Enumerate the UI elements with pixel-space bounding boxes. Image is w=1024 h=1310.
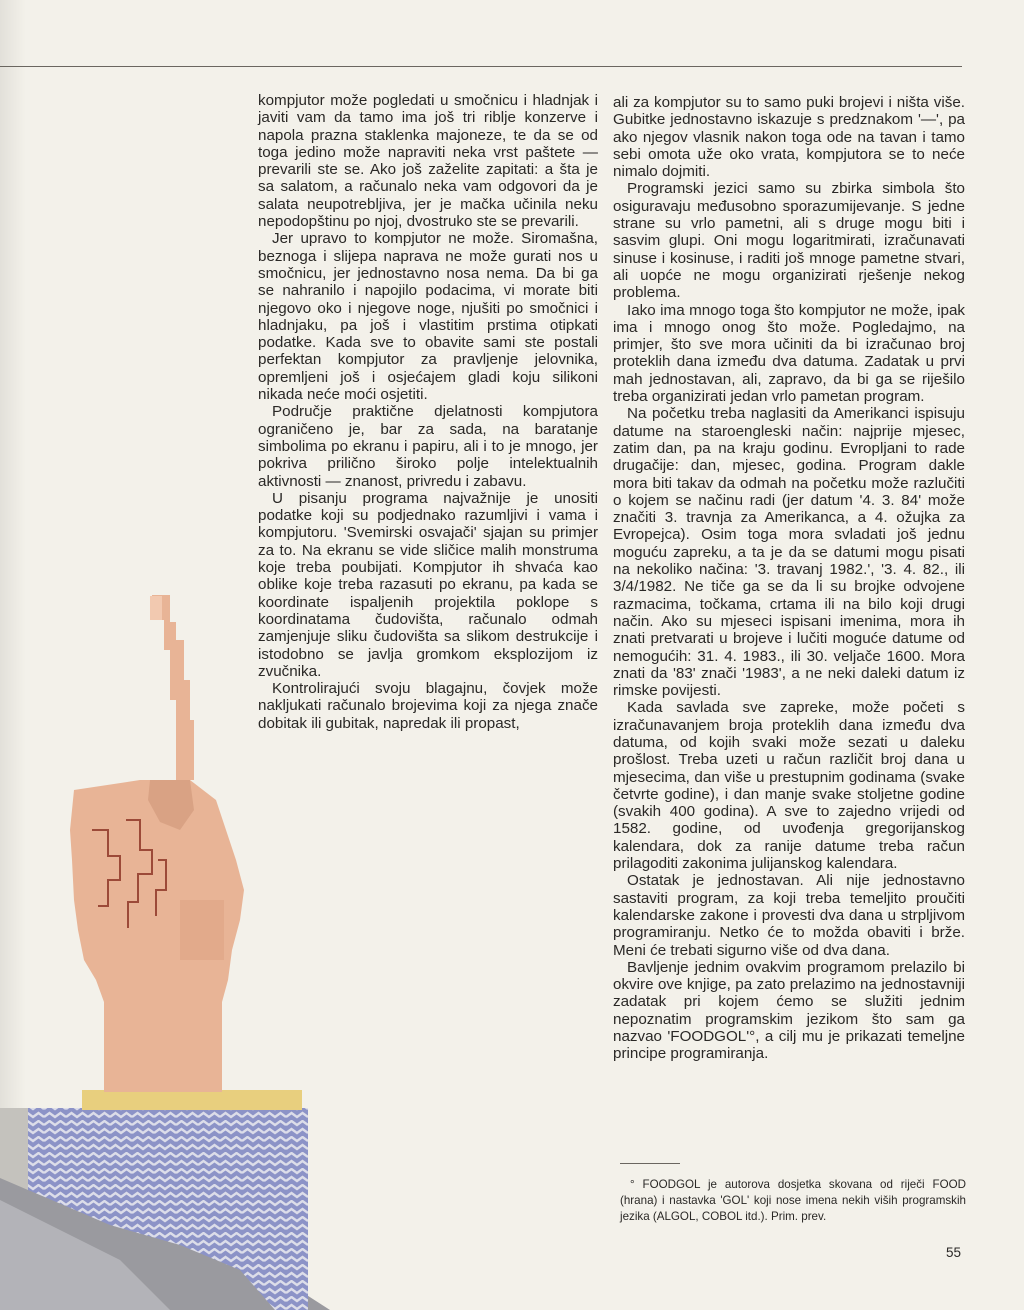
paragraph: U pisanju programa najvažnije je unositi podatke koji su podjednako razumljivi i vama i kompjutoru. 'Svemirski osvajači' sjajan su primjer za to. Na ekranu se vide sličice malih monstruma koje treba poubijati. Kompjutor ih shvaća kao oblike koje treba razasuti po ekranu, pa kada se koordinate ispaljenih projektila poklope s koordinatama čudovišta, računalo odmah zamjenjuje sliku čudovišta sa slikom destrukcije i istodobno se javlja gromkom eksplozijom iz zvučnika. — [258, 489, 598, 680]
paragraph: Ostatak je jednostavan. Ali nije jednostavno sastaviti program, za koji treba temeljito proučiti kalendarske zakone i provesti dva dana u strpljivom programiranju. Netko će to možda obaviti i brže. Meni će trebati sigurno više od dva dana. — [613, 872, 965, 959]
footnote-rule — [620, 1163, 680, 1164]
paragraph: kompjutor može pogledati u smočnicu i hladnjak i javiti vam da tamo ima još tri riblje konzerve i napola prazna staklenka majoneze, te da se od toga jedino može napraviti neka vrst paštete — prevarili ste se. Ako još zaželite zapitati: a šta je sa salatom, a računalo neka vam odgovori da je salata neupotrebljiva, jer je mačka učinila neku nepodopštinu po njoj, dvostruko ste se prevarili. — [258, 92, 598, 231]
page-number: 55 — [946, 1245, 962, 1260]
pixel-hand-pointing-up-icon — [0, 580, 340, 1310]
paragraph: Kada savlada sve zapreke, može početi s izračunavanjem broja proteklih dana između dva datuma, od kojih svaki može sezati u daleku prošlost. Treba uzeti u račun različit broj dana u mjesecima, dan više u prestupnim godinama (svake četvrte godine), i dan manje svake stoljetne godine (svakih 400 godina). A sve to zajedno vrijedi od 1582. godine, od uvođenja gregorijanskog kalendara, dok za ranije datume treba račun prilagoditi zakonima julijanskog kalendara. — [613, 699, 965, 873]
paragraph: Područje praktične djelatnosti kompjutora ograničeno je, bar za sada, na baratanje simbolima po ekranu i papiru, ali i to je mnogo, jer pokriva prilično široko polje intelektualnih aktivnosti — znanost, privredu i zabavu. — [258, 403, 598, 490]
header-rule — [0, 66, 962, 67]
paragraph: Na početku treba naglasiti da Amerikanci ispisuju datume na staroengleski način: najprije mjesec, zatim dan, pa na kraju godinu. Evropljani to rade drugačije: dan, mjesec, godina. Program dakle mora biti takav da odmah na početku može razlučiti o kojem se načinu radi (jer datum '4. 3. 84' može značiti 3. travnja za Amerikanca, a 4. ožujka za Evropejca). Osim toga mora svladati još jednu moguću zapreku, a ta je da se datumi mogu pisati na nekoliko načina: '3. travanj 1982.', '3. 4. 82., ili 3/4/1982. Ne tiče ga se da li su brojke odvojene razmacima, točkama, crtama ili na bilo koji drugi način. Ako su mjeseci ispisani imenima, mora ih znati pretvarati u brojeve i lučiti moguće datume od nemogućih: 31. 4. 1983., ili 30. veljače 1600. Mora znati da '83' znači '1983', a ne neki daleki datum iz rimske povijesti. — [613, 405, 965, 700]
paragraph: Iako ima mnogo toga što kompjutor ne može, ipak ima i mnogo onog što može. Pogledajmo, na primjer, što sve mora učiniti da bi izračunao broj proteklih dana između dva datuma. Zadatak u prvi mah jednostavan, ali, zapravo, da bi ga se riješilo treba organizirati jedan vrlo pametan program. — [613, 301, 965, 406]
paragraph: Programski jezici samo su zbirka simbola što osiguravaju međusobno sporazumijevanje. S jedne strane su vrlo pametni, ali s druge mogu biti i sasvim glupi. Oni mogu logaritmirati, izračunavati sinuse i kosinuse, i raditi još mnoge pametne stvari, ali uopće ne mogu organizirati rješenje nekog problema. — [613, 180, 965, 302]
right-text-column — [613, 94, 965, 1063]
paragraph: ali za kompjutor su to samo puki brojevi i ništa više. Gubitke jednostavno iskazuje s predznakom '—', pa ako njegov vlasnik nakon toga ode na tavan i tamo sebi omota uže oko vrata, kompjutora se to neće nimalo dojmiti. — [613, 94, 965, 181]
paragraph: Bavljenje jednim ovakvim programom prelazilo bi okvire ove knjige, pa zato prelazimo na jednostavniji zadatak pri kojem ćemo se služiti jednim nepoznatim programskim jezikom što sam ga nazvao 'FOODGOL'°, a cilj mu je prikazati temeljne principe programiranja. — [613, 958, 965, 1063]
paragraph: Jer upravo to kompjutor ne može. Siromašna, beznoga i slijepa naprava ne može gurati nos u smočnicu, jer jednostavno nosa nema. Da bi ga se nahranilo i napojilo podacima, vi morate biti njegovo oko i njegove noge, njušiti po smočnici i hladnjaku, pa još i vlastitim prstima otipkati podatke. Kada sve to obavite sami ste postali perfektan kompjutor za pravljenje jelovnika, opremljeni još i osjećajem gladi koju silikoni nikada neće moći osjetiti. — [258, 230, 598, 404]
paragraph: Kontrolirajući svoju blagajnu, čovjek može nakljukati računalo brojevima koji za njega znače dobitak ili gubitak, napredak ili propast, — [258, 680, 598, 732]
footnote: ° FOODGOL je autorova dosjetka skovana od riječi FOOD (hrana) i nastavka 'GOL' koji nose imena nekih viših programskih jezika (ALGOL, COBOL itd.). Prim. prev. — [620, 1178, 966, 1223]
